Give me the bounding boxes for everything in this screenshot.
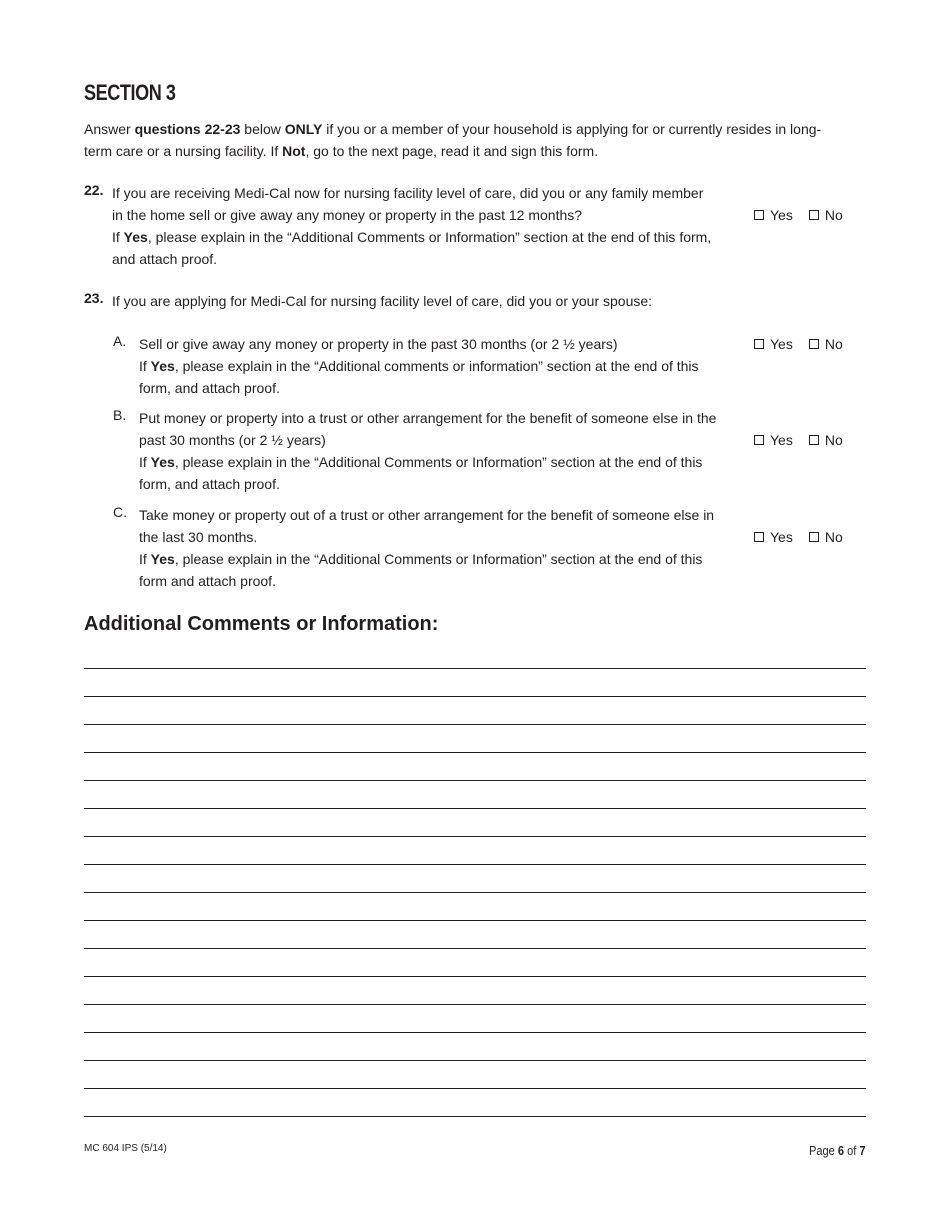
comment-line[interactable]: [84, 780, 866, 808]
sub-question-letter: B.: [113, 407, 127, 423]
comments-heading: Additional Comments or Information:: [84, 613, 439, 635]
yes-no-group: [754, 429, 866, 451]
sub-question-letter: A.: [113, 333, 127, 349]
checkbox-yes[interactable]: [754, 210, 764, 220]
yes-option[interactable]: Yes: [754, 336, 793, 352]
question-number: 23.: [84, 290, 104, 306]
comment-line[interactable]: [84, 724, 866, 752]
comment-line[interactable]: [84, 668, 866, 696]
yes-no-group: [754, 333, 866, 355]
comment-line[interactable]: [84, 1032, 866, 1060]
comment-line[interactable]: [84, 1088, 866, 1116]
no-option[interactable]: No: [809, 207, 843, 223]
section-title: SECTION 3: [84, 80, 176, 105]
yes-option[interactable]: Yes: [754, 432, 793, 448]
comment-line[interactable]: [84, 808, 866, 836]
checkbox-yes[interactable]: [754, 532, 764, 542]
comment-line[interactable]: [84, 864, 866, 892]
yes-no-group: [754, 204, 866, 226]
comment-line[interactable]: [84, 920, 866, 948]
no-option[interactable]: No: [809, 432, 843, 448]
sub-question-text: Sell or give away any money or property in the past 30 months (or 2 ½ years) If Yes, please explain in the “Additional comments or information” section at the end of this form, and attach proof.: [139, 336, 699, 396]
sub-question-text: Take money or property out of a trust or other arrangement for the benefit of someone else in the last 30 months. If Yes, please explain in the “Additional Comments or Information” section at the end of this form and attach proof.: [139, 507, 715, 589]
yes-option[interactable]: Yes: [754, 529, 793, 545]
checkbox-no[interactable]: [809, 210, 819, 220]
checkbox-no[interactable]: [809, 532, 819, 542]
comment-line[interactable]: [84, 892, 866, 920]
comment-line[interactable]: [84, 696, 866, 724]
page-number: Page 6 of 7: [809, 1143, 866, 1158]
comment-line[interactable]: [84, 836, 866, 864]
comment-line[interactable]: [84, 1060, 866, 1088]
comment-line[interactable]: [84, 948, 866, 976]
yes-no-group: [754, 526, 866, 548]
no-option[interactable]: No: [809, 336, 843, 352]
sub-question-text: Put money or property into a trust or other arrangement for the benefit of someone else in the past 30 months (or 2 ½ years) If Yes, please explain in the “Additional Comments or Information” section at the end of this form, and attach proof.: [139, 410, 717, 492]
comments-lines[interactable]: [84, 668, 866, 1117]
sub-question-letter: C.: [113, 504, 127, 520]
comment-line[interactable]: [84, 752, 866, 780]
checkbox-no[interactable]: [809, 435, 819, 445]
comment-line[interactable]: [84, 976, 866, 1004]
checkbox-no[interactable]: [809, 339, 819, 349]
intro-text: Answer questions 22-23 below ONLY if you or a member of your household is applying for or currently resides in long-term care or a nursing facility. If Not, go to the next page, read it and sign this form.: [84, 121, 822, 159]
question-number: 22.: [84, 182, 104, 198]
checkbox-yes[interactable]: [754, 435, 764, 445]
question-text: If you are applying for Medi-Cal for nursing facility level of care, did you or your spouse:: [112, 293, 653, 309]
comment-line[interactable]: [84, 1004, 866, 1032]
form-id: MC 604 IPS (5/14): [84, 1143, 167, 1154]
question-text: If you are receiving Medi-Cal now for nursing facility level of care, did you or any family member in the home sell or give away any money or property in the past 12 months? If Yes, please explain in the “Additional Comments or Information” section at the end of this form, and attach proof.: [112, 185, 712, 267]
form-page: [84, 0, 866, 1230]
comment-line[interactable]: [84, 1116, 866, 1117]
no-option[interactable]: No: [809, 529, 843, 545]
checkbox-yes[interactable]: [754, 339, 764, 349]
yes-option[interactable]: Yes: [754, 207, 793, 223]
